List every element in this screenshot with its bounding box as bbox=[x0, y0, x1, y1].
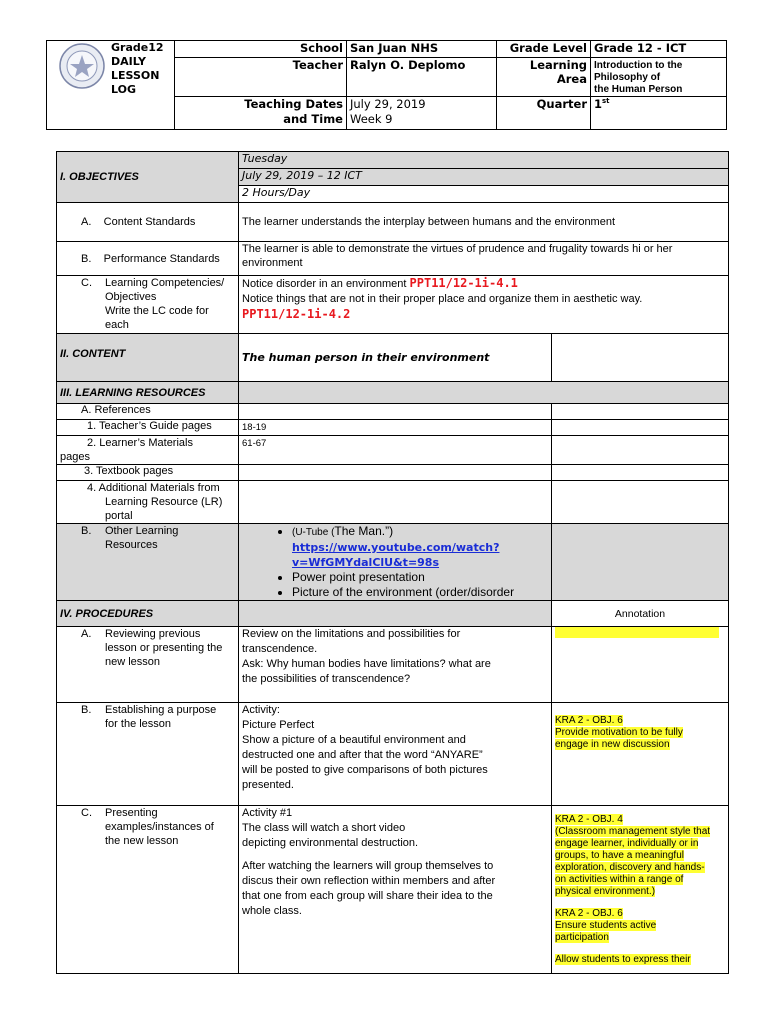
reviewing-label-2: lesson or presenting the bbox=[105, 642, 223, 654]
learners-materials-label-2: pages bbox=[60, 451, 90, 463]
purpose-text-6: presented. bbox=[242, 779, 294, 791]
log-title-1: Grade12 bbox=[111, 41, 164, 54]
additional-materials-value bbox=[239, 481, 552, 524]
other-resources-label-1: Other Learning bbox=[105, 525, 179, 537]
purpose-letter: B. bbox=[81, 704, 92, 716]
presenting-text-2: The class will watch a short video bbox=[242, 822, 406, 834]
competency-1-text: Notice disorder in an environment bbox=[242, 278, 410, 290]
purpose-text-3: Show a picture of a beautiful environment and bbox=[242, 734, 466, 746]
purpose-label-1: Establishing a purpose bbox=[105, 704, 217, 716]
presenting-text-7: whole class. bbox=[242, 905, 302, 917]
lesson-table bbox=[56, 151, 729, 974]
competencies-label-4: each bbox=[105, 319, 129, 331]
presenting-note-4: groups, to have a meaningful bbox=[555, 850, 684, 861]
reviewing-letter: A. bbox=[81, 628, 92, 640]
presenting-letter: C. bbox=[81, 807, 92, 819]
content-blank bbox=[552, 334, 729, 382]
header-table bbox=[46, 40, 727, 130]
teacher-value: Ralyn O. Deplomo bbox=[347, 58, 497, 97]
reviewing-text-4: the possibilities of transcendence? bbox=[242, 673, 411, 685]
reviewing-annotation-highlight bbox=[555, 627, 719, 638]
purpose-text-4: destructed one and after that the word “ANYARE” bbox=[242, 749, 483, 761]
presenting-note-1: KRA 2 - OBJ. 4 bbox=[555, 814, 623, 825]
presenting-note-11: Allow students to express their bbox=[555, 954, 691, 965]
other-resource-item bbox=[292, 524, 548, 570]
learning-area-value-1: Introduction to the Philosophy of bbox=[594, 60, 683, 83]
other-resource-item: • Picture of the environment (order/disorder bbox=[292, 585, 548, 600]
presenting-text-3: depicting environmental destruction. bbox=[242, 837, 419, 849]
procedures-title-blank bbox=[239, 601, 552, 627]
presenting-note-5: exploration, discovery and hands- bbox=[555, 862, 705, 873]
performance-standards-value: The learner is able to demonstrate the virtues of prudence and frugality towards hi or her environment bbox=[239, 242, 729, 276]
grade-level-label: Grade Level bbox=[497, 41, 591, 58]
reviewing-text-3: Ask: Why human bodies have limitations? what are bbox=[242, 658, 491, 670]
other-resources-annotation bbox=[552, 524, 729, 601]
presenting-note-6: on activities within a range of bbox=[555, 874, 684, 885]
other-resources-label-2: Resources bbox=[105, 539, 158, 551]
school-value: San Juan NHS bbox=[347, 41, 497, 58]
quarter-label: Quarter bbox=[497, 97, 591, 130]
learning-area-label-1: Learning bbox=[529, 58, 587, 72]
learners-materials-annotation bbox=[552, 436, 729, 465]
log-title-2: DAILY bbox=[111, 55, 146, 68]
dates-label-2: and Time bbox=[283, 112, 343, 126]
dates-value-2: Week 9 bbox=[350, 112, 393, 126]
competency-2-code: PPT11/12-1i-4.2 bbox=[242, 307, 351, 321]
competencies-label-3: Write the LC code for bbox=[105, 305, 209, 317]
purpose-text-5: will be posted to give comparisons of both pictures bbox=[242, 764, 488, 776]
presenting-note-2: (Classroom management style that bbox=[555, 826, 711, 837]
teachers-guide-annotation bbox=[552, 420, 729, 436]
quarter-value: 1 bbox=[594, 97, 603, 111]
competencies-label-1: Learning Competencies/ bbox=[105, 277, 225, 289]
log-title-3: LESSON bbox=[111, 69, 160, 82]
teachers-guide-value: 18-19 bbox=[239, 420, 552, 436]
objectives-day: Tuesday bbox=[239, 152, 729, 169]
competency-1-code: PPT11/12-1i-4.1 bbox=[409, 276, 518, 290]
presenting-note-9: Ensure students active bbox=[555, 920, 657, 931]
presenting-note-10: participation bbox=[555, 932, 609, 943]
textbook-value bbox=[239, 465, 552, 481]
quarter-sup: st bbox=[602, 97, 610, 106]
objectives-title: I. OBJECTIVES bbox=[57, 152, 239, 203]
other-resources-list bbox=[242, 524, 548, 600]
reviewing-label-1: Reviewing previous bbox=[105, 628, 201, 640]
presenting-text-6: that one from each group will share their idea to the bbox=[242, 890, 493, 902]
textbook-annotation bbox=[552, 465, 729, 481]
references-value bbox=[239, 404, 552, 420]
learners-materials-label-1: 2. Learner’s Materials bbox=[87, 437, 193, 449]
presenting-text-5: discus their own reflection within members and after bbox=[242, 875, 496, 887]
references-annotation bbox=[552, 404, 729, 420]
procedures-title: IV. PROCEDURES bbox=[57, 601, 239, 627]
content-value: The human person in their environment bbox=[239, 334, 552, 382]
purpose-text-2: Picture Perfect bbox=[242, 719, 315, 731]
competencies-letter: C. bbox=[81, 277, 92, 289]
presenting-label-2: examples/instances of bbox=[105, 821, 214, 833]
reviewing-text-1: Review on the limitations and possibilities for bbox=[242, 628, 461, 640]
purpose-note-1: KRA 2 - OBJ. 6 bbox=[555, 715, 623, 726]
presenting-note-3: engage learner, individually or in bbox=[555, 838, 699, 849]
grade-level-value: Grade 12 - ICT bbox=[591, 41, 727, 58]
additional-materials-annotation bbox=[552, 481, 729, 524]
additional-materials-label-1: 4. Additional Materials from bbox=[87, 482, 220, 494]
teacher-label: Teacher bbox=[175, 58, 347, 97]
purpose-text-1: Activity: bbox=[242, 704, 280, 716]
youtube-prefix: (U-Tube ( bbox=[292, 527, 335, 538]
learning-area-value-2: the Human Person bbox=[594, 84, 683, 95]
content-title: II. CONTENT bbox=[57, 334, 239, 382]
presenting-label-1: Presenting bbox=[105, 807, 158, 819]
performance-standards-letter: B. bbox=[81, 252, 92, 265]
log-title-4: LOG bbox=[111, 83, 136, 96]
performance-standards-label: Performance Standards bbox=[103, 252, 220, 265]
youtube-title: The Man.”) bbox=[334, 524, 394, 538]
references-label: A. References bbox=[57, 404, 239, 420]
resources-title-blank bbox=[239, 382, 729, 404]
content-standards-value: The learner understands the interplay between humans and the environment bbox=[239, 203, 729, 242]
purpose-note-2: Provide motivation to be fully bbox=[555, 727, 683, 738]
objectives-duration: 2 Hours/Day bbox=[239, 186, 729, 203]
additional-materials-label-3: portal bbox=[105, 510, 133, 522]
other-resources-letter: B. bbox=[81, 525, 92, 537]
youtube-link-1[interactable]: https://www.youtube.com/watch? bbox=[292, 541, 500, 554]
objectives-date: July 29, 2019 – 12 ICT bbox=[239, 169, 729, 186]
other-resource-item: • Power point presentation bbox=[292, 570, 548, 585]
purpose-label-2: for the lesson bbox=[105, 718, 172, 730]
reviewing-text-2: transcendence. bbox=[242, 643, 318, 655]
reviewing-label-3: new lesson bbox=[105, 656, 161, 668]
presenting-note-7: physical environment.) bbox=[555, 886, 656, 897]
content-standards-letter: A. bbox=[81, 216, 92, 228]
dates-value-1: July 29, 2019 bbox=[350, 97, 426, 111]
annotation-header: Annotation bbox=[552, 601, 729, 627]
resources-title: III. LEARNING RESOURCES bbox=[57, 382, 239, 404]
dates-label-1: Teaching Dates bbox=[244, 97, 343, 111]
purpose-note-3: engage in new discussion bbox=[555, 739, 670, 750]
youtube-link-2[interactable]: v=WfGMYdalClU&t=98s bbox=[292, 556, 440, 569]
learners-materials-value: 61-67 bbox=[239, 436, 552, 465]
textbook-label: 3. Textbook pages bbox=[57, 465, 239, 481]
learning-area-label-2: Area bbox=[556, 72, 587, 86]
presenting-text-1: Activity #1 bbox=[242, 807, 293, 819]
teachers-guide-label: 1. Teacher’s Guide pages bbox=[57, 420, 239, 436]
presenting-label-3: the new lesson bbox=[105, 835, 179, 847]
presenting-note-8: KRA 2 - OBJ. 6 bbox=[555, 908, 623, 919]
competencies-label-2: Objectives bbox=[105, 291, 157, 303]
competency-2-text: Notice things that are not in their proper place and organize them in aesthetic way. bbox=[242, 293, 643, 305]
content-standards-label: Content Standards bbox=[103, 216, 196, 228]
school-label: School bbox=[175, 41, 347, 58]
presenting-text-4: After watching the learners will group themselves to bbox=[242, 860, 494, 872]
additional-materials-label-2: Learning Resource (LR) bbox=[105, 496, 223, 508]
